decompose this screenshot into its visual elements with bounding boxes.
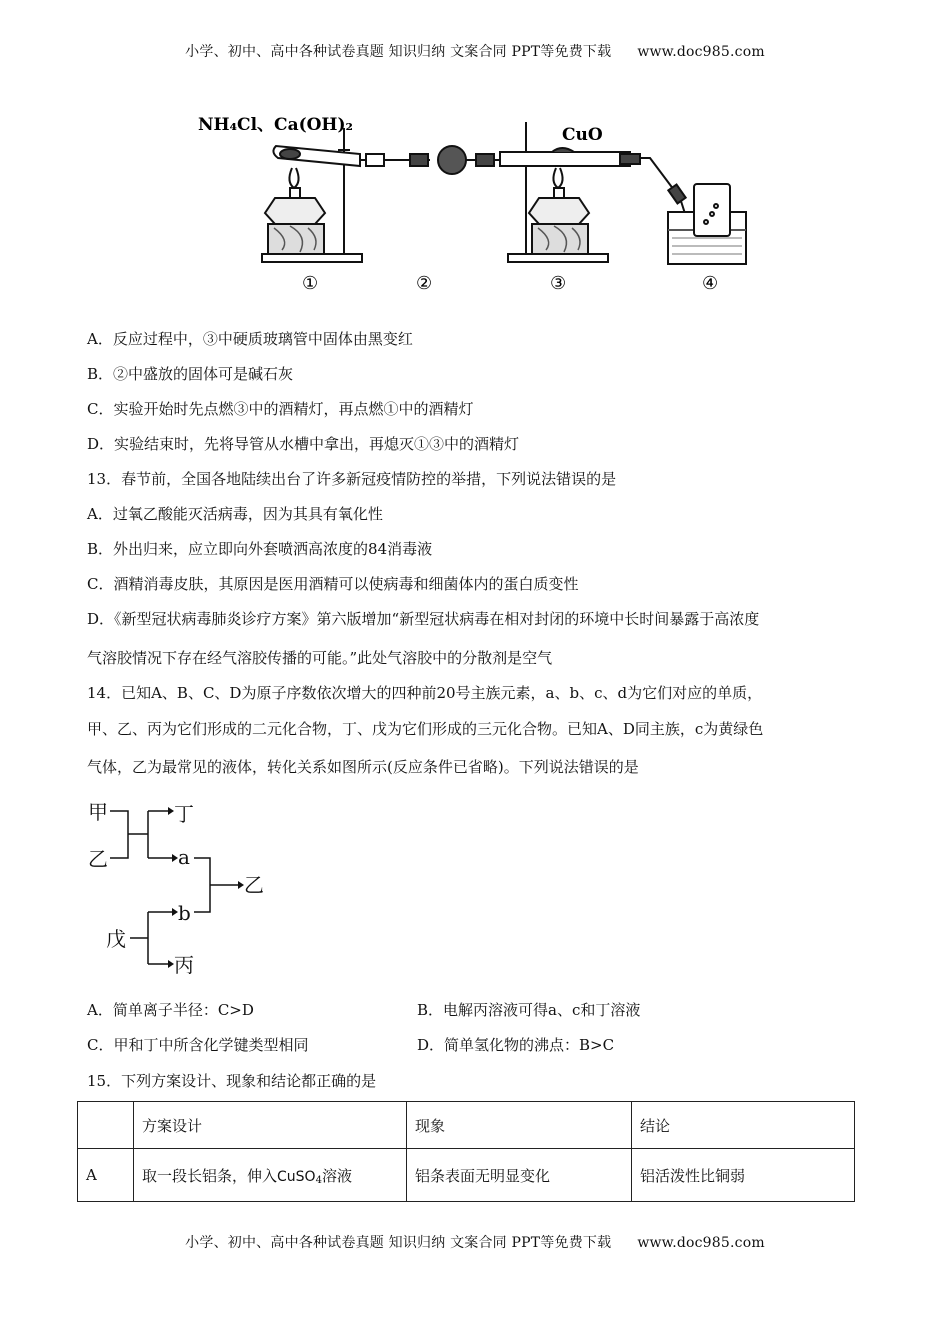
alcohol-burner-3 [529, 168, 589, 254]
q14-option-c: C．甲和丁中所含化学键类型相同 [87, 1036, 309, 1054]
row-phenomenon: 铝条表面无明显变化 [407, 1149, 632, 1202]
q15-stem: 15．下列方案设计、现象和结论都正确的是 [87, 1072, 377, 1090]
header-design: 方案设计 [134, 1102, 407, 1149]
node-jia: 甲 [88, 800, 108, 824]
node-bing: 丙 [174, 953, 194, 977]
q13-stem: 13．春节前，全国各地陆续出台了许多新冠疫情防控的举措，下列说法错误的是 [87, 470, 617, 488]
q14-stem-1: 14．已知A、B、C、D为原子序数依次增大的四种前20号主族元素，a、b、c、d为它们对应的单质， [87, 684, 763, 702]
node-yi-product: 乙 [244, 873, 264, 897]
q12-option-c: C．实验开始时先点燃③中的酒精灯，再点燃①中的酒精灯 [87, 400, 474, 418]
q14-stem-3: 气体，乙为最常见的液体，转化关系如图所示(反应条件已省略)。下列说法错误的是 [87, 758, 639, 776]
q13-option-d-cont: 气溶胶情况下存在经气溶胶传播的可能。”此处气溶胶中的分散剂是空气 [87, 649, 553, 667]
row-design: 取一段长铝条，伸入CuSO$_4$溶液 [134, 1149, 407, 1202]
q13-option-c: C．酒精消毒皮肤，其原因是医用酒精可以使病毒和细菌体内的蛋白质变性 [87, 575, 579, 593]
label-2: ② [416, 273, 433, 294]
water-trough [640, 158, 746, 264]
q15-table [77, 1101, 855, 1202]
header-conclusion: 结论 [632, 1102, 855, 1149]
header-phenomenon: 现象 [407, 1102, 632, 1149]
conversion-diagram [86, 792, 286, 984]
q12-option-b: B．②中盛放的固体可是碱石灰 [87, 365, 294, 383]
q14-option-b: B．电解丙溶液可得a、c和丁溶液 [417, 1001, 641, 1019]
header-text: 小学、初中、高中各种试卷真题 知识归纳 文案合同 PPT等免费下载 [185, 44, 612, 60]
q12-option-a: A．反应过程中，③中硬质玻璃管中固体由黑变红 [87, 330, 413, 348]
q14-option-a: A．简单离子半径：C>D [87, 1001, 254, 1019]
node-ding: 丁 [174, 802, 194, 826]
label-1: ① [302, 273, 319, 294]
page-header [0, 41, 950, 61]
node-wu: 戊 [106, 927, 126, 951]
alcohol-burner-1 [265, 168, 325, 254]
q14-stem-2: 甲、乙、丙为它们形成的二元化合物，丁、戊为它们形成的三元化合物。已知A、D同主族，c为黄绿色 [87, 720, 764, 738]
q13-option-b: B．外出归来，应立即向外套喷洒高浓度的84消毒液 [87, 540, 433, 558]
page-footer [0, 1232, 950, 1252]
node-b: b [178, 901, 191, 925]
drying-tube [360, 146, 520, 174]
q13-option-a: A．过氧乙酸能灭活病毒，因为其具有氧化性 [87, 505, 383, 523]
header-url[interactable]: www.doc985.com [637, 44, 765, 60]
apparatus-diagram [190, 108, 750, 298]
node-a: a [178, 845, 190, 869]
row-label: A [78, 1149, 134, 1202]
q13-option-d: D．《新型冠状病毒肺炎诊疗方案》第六版增加“新型冠状病毒在相对封闭的环境中长时间暴露于高浓度 [87, 610, 760, 628]
label-4: ④ [702, 273, 719, 294]
node-yi: 乙 [88, 847, 108, 871]
label-3: ③ [550, 273, 567, 294]
row-conclusion: 铝活泼性比铜弱 [632, 1149, 855, 1202]
cuo-label: CuO [562, 125, 603, 145]
reagents-label: NH₄Cl、Ca(OH)₂ [198, 115, 353, 135]
footer-url[interactable]: www.doc985.com [637, 1235, 765, 1251]
q12-option-d: D．实验结束时，先将导管从水槽中拿出，再熄灭①③中的酒精灯 [87, 435, 520, 453]
hard-glass-tube [500, 148, 640, 166]
q14-option-d: D．简单氢化物的沸点：B>C [417, 1036, 615, 1054]
table-row [78, 1149, 855, 1202]
header-blank [78, 1102, 134, 1149]
footer-text: 小学、初中、高中各种试卷真题 知识归纳 文案合同 PPT等免费下载 [185, 1235, 612, 1251]
table-header-row [78, 1102, 855, 1149]
